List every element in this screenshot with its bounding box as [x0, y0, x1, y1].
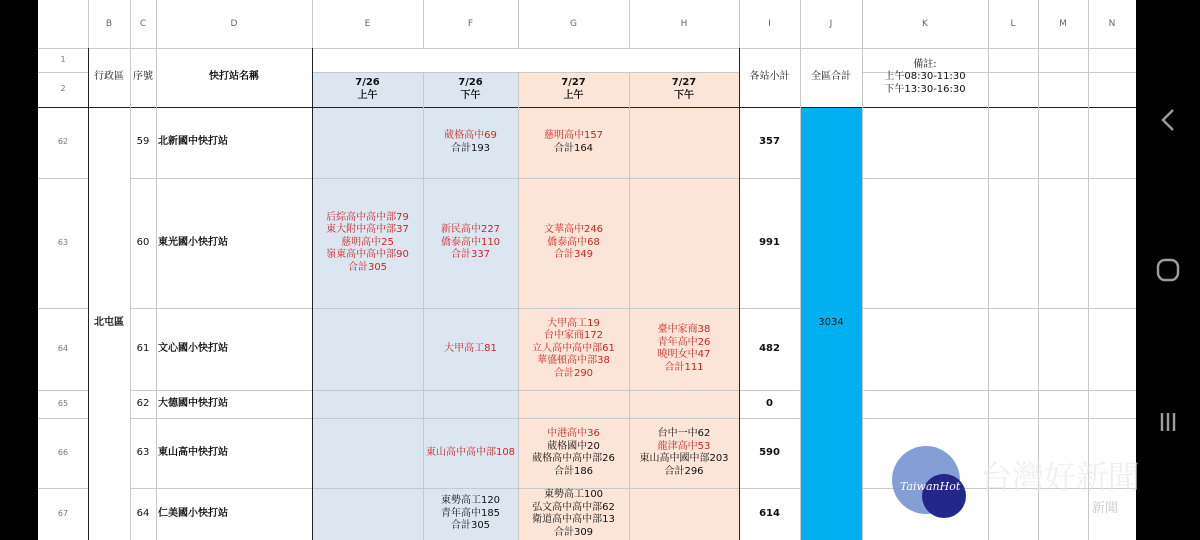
count-cell-f[interactable]	[423, 390, 518, 418]
column-header-f[interactable]: F	[467, 18, 474, 29]
cell-text-line: 合計111	[664, 361, 704, 373]
cell-text-line: 合計349	[553, 249, 594, 261]
period-label: 上午	[357, 89, 378, 101]
row-header-64[interactable]: 64	[57, 343, 69, 353]
watermark-brand-sub: 新聞	[1092, 501, 1119, 516]
count-cell-h[interactable]	[629, 107, 739, 178]
date-label: 7/27	[671, 77, 697, 88]
row-header-66[interactable]: 66	[57, 447, 69, 457]
cell-text-line: 東大附中高中部37	[326, 224, 409, 236]
note-line: 上午08:30-11:30	[884, 71, 966, 83]
chevron-left-icon	[1158, 105, 1178, 135]
count-cell-g[interactable]	[518, 390, 629, 418]
cell-text-line: 合計305	[347, 261, 388, 273]
seq-cell[interactable]: 62	[136, 397, 150, 409]
home-icon	[1153, 255, 1183, 285]
cell-text-line: 青年高中185	[440, 507, 501, 519]
cell-text-line: 立人高中高中部61	[532, 342, 615, 354]
subtotal-cell[interactable]: 590	[759, 446, 780, 458]
count-cell-g[interactable]	[518, 178, 629, 308]
count-cell-g[interactable]	[518, 488, 629, 540]
cell-text-line: 中港高中36	[547, 428, 600, 439]
count-cell-h[interactable]	[629, 418, 739, 488]
count-cell-h[interactable]	[629, 308, 739, 390]
count-cell-h[interactable]	[629, 488, 739, 540]
row-header-63[interactable]: 63	[57, 237, 69, 247]
subtotal-header: 各站小計	[749, 71, 790, 83]
grid-line	[862, 390, 1136, 391]
column-header-c[interactable]: C	[139, 18, 147, 29]
watermark-logo	[892, 446, 1144, 530]
count-cell-e[interactable]	[312, 178, 423, 308]
note-header	[862, 48, 988, 107]
column-header-n[interactable]: N	[1108, 18, 1116, 29]
cell-text-line: 大甲高工81	[444, 342, 497, 354]
count-cell-e[interactable]	[312, 107, 423, 178]
column-header-i[interactable]: I	[768, 18, 771, 29]
date-header-2	[518, 72, 629, 107]
subtotal-cell[interactable]: 0	[766, 397, 773, 409]
cell-text-line: 合計337	[450, 249, 491, 261]
row-header-65[interactable]: 65	[57, 398, 69, 408]
count-cell-g[interactable]	[518, 107, 629, 178]
cell-text-line: 東山高中國中部203	[639, 453, 729, 464]
column-header-b[interactable]: B	[105, 18, 113, 29]
grid-line	[38, 178, 88, 179]
home-button[interactable]	[1136, 240, 1200, 300]
seq-cell[interactable]: 61	[136, 342, 150, 354]
cell-text-line: 東勢高工100	[543, 489, 604, 500]
date-label: 7/26	[355, 77, 380, 88]
district-header: 行政區	[94, 71, 124, 83]
grid-line	[862, 308, 1136, 309]
cell-text-line: 東勢高工120	[440, 495, 501, 507]
row-header-2[interactable]: 2	[60, 84, 66, 94]
seq-header: 序號	[133, 71, 153, 83]
cell-text-line: 青年高中26	[657, 336, 711, 348]
subtotal-cell[interactable]: 357	[759, 136, 780, 148]
seq-cell[interactable]: 64	[136, 507, 150, 519]
station-name-cell[interactable]: 大德國中快打站	[158, 397, 228, 409]
cell-text-line: 慈明高中25	[341, 236, 394, 248]
cell-text-line: 合計296	[664, 465, 704, 477]
cell-text-line: 東山高中高中部108	[425, 446, 516, 458]
period-label: 下午	[460, 89, 481, 101]
subtotal-cell[interactable]: 614	[759, 507, 780, 519]
cell-text-line: 慈明高中157	[543, 130, 604, 141]
grid-line	[862, 178, 1136, 179]
grid-line	[518, 0, 519, 48]
recents-icon	[1153, 407, 1183, 437]
column-header-h[interactable]: H	[680, 18, 688, 29]
station-name-cell[interactable]: 東光國小快打站	[158, 236, 228, 248]
period-label: 上午	[563, 89, 584, 101]
date-header-0	[312, 72, 423, 107]
district-total: 3034	[818, 317, 844, 329]
cell-text-line: 合計193	[450, 142, 491, 154]
note-line: 備註:	[913, 58, 937, 70]
watermark-logo-text: TaiwanHot	[900, 480, 961, 493]
watermark-brand-text: 台灣好新聞	[980, 458, 1141, 496]
cell-text-line: 龍津高中53	[657, 440, 711, 452]
count-cell-e[interactable]	[312, 390, 423, 418]
column-header-d[interactable]: D	[230, 18, 238, 29]
android-nav-bar	[1136, 0, 1200, 540]
back-button[interactable]	[1136, 90, 1200, 150]
column-header-k[interactable]: K	[922, 18, 928, 29]
seq-cell[interactable]: 59	[136, 136, 150, 148]
cell-text-line: 合計164	[553, 142, 594, 154]
cell-text-line: 合計186	[553, 465, 594, 477]
count-cell-e[interactable]	[312, 418, 423, 488]
count-cell-g[interactable]	[518, 418, 629, 488]
district-name: 北屯區	[94, 317, 124, 329]
count-cell-h[interactable]	[629, 390, 739, 418]
cell-text-line: 大甲高工19	[547, 317, 600, 329]
subtotal-cell[interactable]: 991	[759, 236, 780, 248]
station-header: 快打站名稱	[209, 71, 259, 83]
cell-text-line: 葳格高中69	[444, 130, 497, 141]
date-header-1	[423, 72, 518, 107]
subtotal-cell[interactable]: 482	[759, 342, 780, 354]
cell-text-line: 弘文高中高中部62	[532, 501, 615, 513]
row-header-67[interactable]: 67	[57, 508, 69, 518]
count-cell-f[interactable]	[423, 178, 518, 308]
note-line: 下午13:30-16:30	[884, 83, 966, 95]
column-header-m[interactable]: M	[1059, 18, 1067, 29]
cell-text-line: 台中家商172	[543, 330, 604, 342]
grid-line	[38, 488, 88, 489]
cell-text-line: 台中一中62	[657, 428, 711, 439]
row-header-1[interactable]: 1	[60, 54, 66, 64]
cell-text-line: 合計309	[553, 526, 594, 538]
cell-text-line: 葳格國中20	[547, 440, 600, 452]
grid-line	[862, 418, 1136, 419]
cell-text-line: 華盛頓高中部38	[537, 355, 610, 367]
station-name-cell[interactable]: 文心國小快打站	[158, 342, 228, 354]
cell-text-line: 合計290	[553, 367, 594, 379]
count-cell-h[interactable]	[629, 178, 739, 308]
station-name-cell[interactable]: 東山高中快打站	[158, 446, 228, 458]
column-header-l[interactable]: L	[1010, 18, 1016, 29]
station-name-cell[interactable]: 北新國中快打站	[158, 136, 228, 148]
grid-line	[629, 0, 630, 48]
date-header-3	[629, 72, 739, 107]
corner-header	[38, 0, 88, 48]
count-cell-f[interactable]	[423, 488, 518, 540]
cell-text-line: 后綜高中高中部79	[326, 211, 409, 223]
cell-text-line: 合計305	[450, 520, 491, 532]
cell-text-line: 嶺東高中高中部90	[326, 249, 409, 261]
count-cell-e[interactable]	[312, 488, 423, 540]
count-cell-g[interactable]	[518, 308, 629, 390]
recents-button[interactable]	[1136, 392, 1200, 452]
column-header-e[interactable]: E	[364, 18, 371, 29]
station-name-cell[interactable]: 仁美國小快打站	[158, 507, 228, 519]
date-label: 7/26	[458, 77, 483, 88]
count-cell-f[interactable]	[423, 418, 518, 488]
seq-cell[interactable]: 63	[136, 446, 150, 458]
cell-text-line: 臺中家商38	[657, 324, 711, 335]
grid-line	[423, 0, 424, 48]
cell-text-line: 葳格高中高中部26	[532, 453, 615, 464]
grid-line	[38, 390, 88, 391]
cell-text-line: 文華高中246	[543, 224, 604, 236]
total-header: 全區合計	[811, 71, 851, 83]
seq-cell[interactable]: 60	[136, 236, 150, 248]
cell-text-line: 僑泰高中110	[440, 236, 501, 248]
grid-line	[38, 308, 88, 309]
cell-text-line: 衛道高中高中部13	[532, 514, 615, 525]
cell-text-line: 僑泰高中68	[547, 236, 600, 248]
cell-text-line: 新民高中227	[440, 224, 501, 236]
period-label: 下午	[674, 89, 694, 101]
date-label: 7/27	[561, 77, 586, 88]
column-header-j[interactable]: J	[829, 18, 833, 29]
count-cell-e[interactable]	[312, 308, 423, 390]
count-cell-f[interactable]	[423, 107, 518, 178]
count-cell-f[interactable]	[423, 308, 518, 390]
grid-line	[38, 418, 88, 419]
cell-text-line: 曉明女中47	[657, 349, 711, 360]
row-header-62[interactable]: 62	[57, 137, 69, 147]
column-header-g[interactable]: G	[570, 18, 577, 29]
grid-line	[38, 72, 88, 73]
